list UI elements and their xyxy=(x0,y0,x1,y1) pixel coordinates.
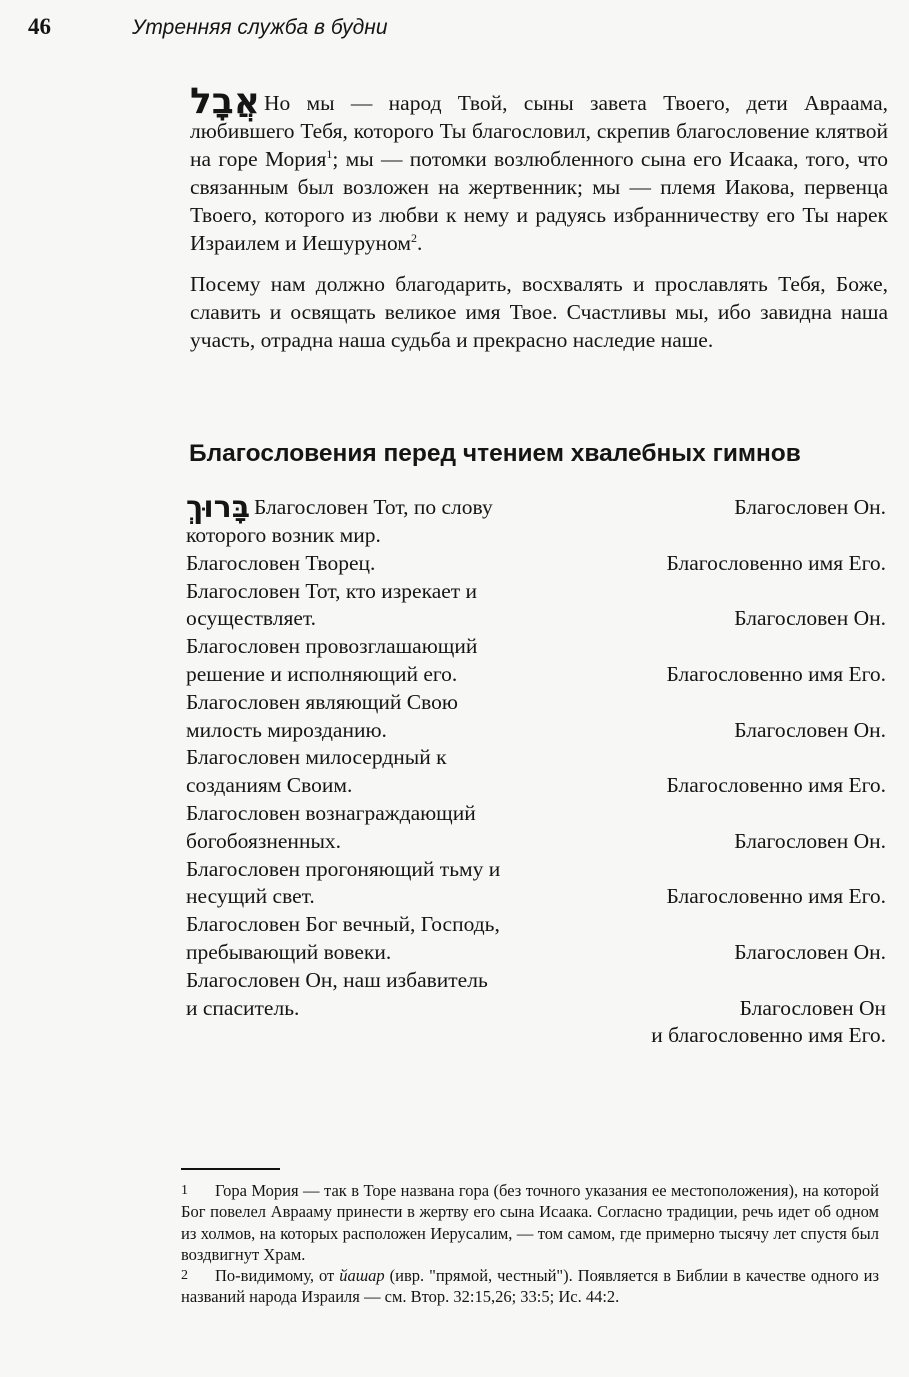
blessing-text: בָּרוּךְ Благословен Тот, по слову которого возник мир. xyxy=(186,490,493,547)
footnote-ref-1[interactable]: 1 xyxy=(326,146,333,161)
blessing-response: Благословен Он. xyxy=(734,828,886,853)
section-heading: Благословения перед чтением хвалебных гимнов xyxy=(189,440,801,467)
hebrew-initial-word: בָּרוּךְ xyxy=(186,490,250,525)
footnote-mark: 1 xyxy=(181,1183,188,1198)
footnote-mark: 2 xyxy=(181,1268,188,1284)
blessing-row xyxy=(186,744,886,800)
footnote-1 xyxy=(181,1180,879,1265)
footnote-2: 2 По-видимому, от йашар (ивр. "прямой, честный"). Появляется в Библии в качестве одного из названий народа Израиля — см. Втор. 32:15,26; 33:5; Ис. 44:2. xyxy=(181,1266,879,1307)
blessing-text: Благословен прогоняющий тьму и несущий свет. xyxy=(186,856,501,909)
blessing-row xyxy=(186,911,886,967)
paragraph-text-part-2: ; мы — потомки возлюбленного сына его Исаака, того, что связанным был возложен на жертвенник; мы — племя Иакова, первенца Твоего, которого из любви к нему и радуясь избранничеству его Ты нарек Израилем и Иешуруном xyxy=(190,147,888,255)
page-number: 46 xyxy=(28,14,51,39)
blessing-row xyxy=(186,633,886,689)
blessing-response: Благословен Он и благословенно имя Его. xyxy=(651,995,886,1048)
page-header xyxy=(28,14,889,48)
blessing-row xyxy=(186,856,886,912)
blessing-response: Благословен Он. xyxy=(734,939,886,964)
blessing-text: Благословен вознаграждающий богобоязненных. xyxy=(186,800,476,853)
blessing-text: Благословен Он, наш избавитель и спаситель. xyxy=(186,967,488,1020)
italic-term: йашар xyxy=(339,1266,385,1286)
second-paragraph: Посему нам должно благодарить, восхвалять и прославлять Тебя, Боже, славить и освящать великое имя Твое. Счастливы мы, ибо завидна наша участь, отрадна наша судьба и прекрасно наследие наше. xyxy=(190,272,888,352)
blessing-response: Благословенно имя Его. xyxy=(666,550,886,575)
hebrew-initial-word: אֲבָל xyxy=(190,81,260,122)
blessings-list xyxy=(186,490,886,1050)
running-title: Утренняя служба в будни xyxy=(132,16,388,39)
blessing-text: Благословен Тот, кто изрекает и осуществляет. xyxy=(186,578,478,631)
blessing-text: Благословен провозглашающий решение и исполняющий его. xyxy=(186,634,478,686)
footnote-text: Гора Мория — так в Торе названа гора (без точного указания ее местоположения), на которой Бог повелел Аврааму принести в жертву его сына Исаака. Согласно традиции, речь идет об одном из холмов, на которых расположен Иерусалим, — том самом, где примерно тысячу лет спустя был воздвигнут Храм. xyxy=(181,1181,879,1264)
blessing-text: Благословен являющий Свою милость мирозданию. xyxy=(186,689,458,742)
blessing-row xyxy=(186,578,886,634)
blessing-row xyxy=(186,800,886,856)
paragraph-text-part-1: Но мы — народ Твой, сыны завета Твоего, дети Авраама, любившего Тебя, которого Ты благословил, скрепив благословение клятвой на горе Мория xyxy=(190,91,888,171)
blessing-row xyxy=(186,689,886,745)
paragraph-text-part-3: . xyxy=(417,231,423,255)
blessing-response: Благословен Он. xyxy=(734,495,886,519)
blessing-response: Благословенно имя Его. xyxy=(666,773,886,798)
blessing-response: Благословен Он. xyxy=(734,717,886,742)
blessing-row xyxy=(186,550,886,578)
blessing-response: Благословенно имя Его. xyxy=(666,884,886,909)
blessing-row xyxy=(186,490,886,550)
footnote-ref-2[interactable]: 2 xyxy=(411,230,417,245)
blessing-row xyxy=(186,967,886,1050)
footnote-divider xyxy=(181,1168,280,1170)
footnotes xyxy=(181,1180,879,1308)
blessing-text: Благословен Бог вечный, Господь, пребывающий вовеки. xyxy=(186,912,500,964)
blessing-text: Благословен Творец. xyxy=(186,550,376,575)
blessing-text: Благословен милосердный к созданиям Своим. xyxy=(186,745,447,798)
blessing-response: Благословен Он. xyxy=(734,606,886,631)
blessing-response: Благословенно имя Его. xyxy=(666,661,886,686)
intro-paragraph xyxy=(190,81,888,257)
